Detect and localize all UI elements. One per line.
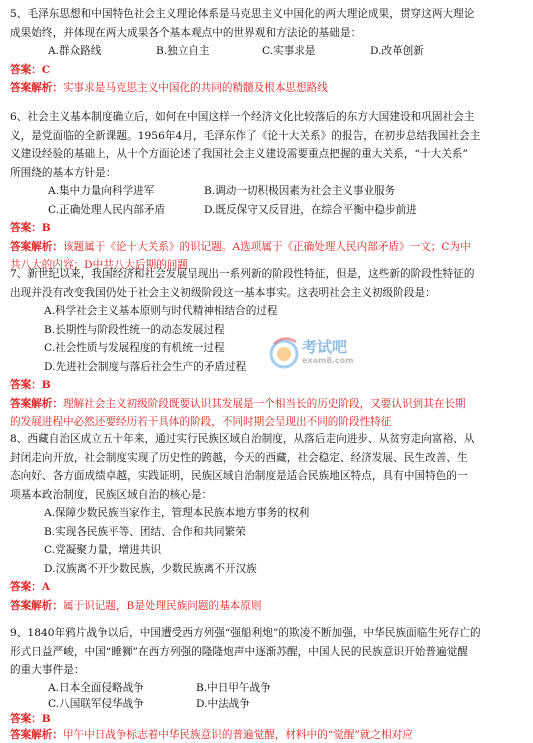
question-stem-line: 义，是党面临的全新课题。1956年4月，毛泽东作了《论十大关系》的报告，在初步总结我国社会主 xyxy=(10,129,481,142)
question-stem-line: 义建设经验的基础上，从十个方面论述了我国社会主义建设需要重点把握的重大关系，“十大关系” xyxy=(10,148,468,160)
explanation-text: 共八大的内容；D中共八大后期的问题 xyxy=(10,259,188,271)
option-c: C.党凝聚力量，增进共识 xyxy=(44,544,162,556)
question-stem-line: 的重大事件是： xyxy=(10,664,85,676)
option-c: C.正确处理人民内部矛盾 xyxy=(48,203,166,216)
options xyxy=(10,42,525,61)
option-b: B.调动一切积极因素为社会主义事业服务 xyxy=(204,185,396,197)
question-stem-line: 形式日益严峻，中国“睡狮”在西方列强的隆隆炮声中逐渐苏醒，中国人民的民族意识开始普遍觉醒 xyxy=(10,645,468,658)
explanation-text: 的发展进程中必然还要经历若干具体的阶段，不同时期会呈现出不同的阶段性特征 xyxy=(10,416,392,428)
answer-label: 答案： xyxy=(10,712,42,725)
option-d: D.汉族离不开少数民族，少数民族离不开汉族 xyxy=(44,562,257,575)
question-stem-line: 态向好、各方面成绩卓越，实践证明，民族区域自治制度是适合民族地区特点，具有中国特色的一 xyxy=(10,470,468,482)
explanation xyxy=(10,238,525,257)
option-d: D.先进社会制度与落后社会生产的矛盾过程 xyxy=(44,360,247,373)
answer-value: C xyxy=(41,63,51,76)
answer-value: B xyxy=(41,712,51,725)
question-9 xyxy=(10,624,525,743)
question-5 xyxy=(10,5,525,98)
option-a: A.集中力量向科学进军 xyxy=(48,185,155,197)
explanation-label: 答案解析： xyxy=(10,599,63,612)
option-c: C.社会性质与发展程度的有机统一过程 xyxy=(44,342,225,354)
question-8 xyxy=(10,430,525,615)
option-a: A.科学社会主义基本原则与时代精神相结合的过程 xyxy=(44,305,278,317)
options xyxy=(10,182,525,219)
explanation-label: 答案解析： xyxy=(10,82,63,94)
option-a: A.日本全面侵略战争 xyxy=(48,681,144,694)
option-c: C.实事求是 xyxy=(262,45,316,57)
question-stem-line: 封闭走向开放，社会制度实现了历史性的跨越，今天的西藏，社会稳定、经济发展、民生改善、生 xyxy=(10,451,468,464)
explanation xyxy=(10,727,525,743)
answer xyxy=(10,712,525,727)
explanation-label: 答案解析： xyxy=(10,240,63,253)
explanation xyxy=(10,79,525,98)
question-stem-line: 7、新世纪以来，我国经济和社会发展呈现出一系列新的阶段性特征，但是，这些新的阶段性特征的 xyxy=(10,268,475,280)
explanation-label: 答案解析： xyxy=(10,397,63,410)
explanation-text: 该题属于《论十大关系》的识记题。A选项属于《正确处理人民内部矛盾》一文；C为中 xyxy=(62,240,471,253)
explanation xyxy=(10,395,525,414)
question-6 xyxy=(10,108,525,275)
answer-label: 答案： xyxy=(10,581,42,593)
option-b: B.独立自主 xyxy=(156,45,210,57)
question-stem-line: 出现并没有改变我国仍处于社会主义初级阶段这一基本事实。这表明社会主义初级阶段是： xyxy=(10,286,436,299)
question-stem-line: 8、西藏自治区成立五十年来，通过实行民族区域自治制度，从落后走向进步、从贫穷走向富裕、从 xyxy=(10,433,475,445)
answer-value: B xyxy=(41,222,51,234)
question-stem-line: 5、毛泽东思想和中国特色社会主义理论体系是马克思主义中国化的两大理论成果，贯穿这两大理论 xyxy=(10,8,475,20)
question-stem-line: 6、社会主义基本制度确立后，如何在中国这样一个经济文化比较落后的东方大国建设和巩固社会主 xyxy=(10,111,475,123)
explanation-label: 答案解析： xyxy=(10,728,63,741)
options xyxy=(10,504,525,578)
explanation-text: 实事求是马克思主义中国化的共同的精髓及根本思想路线 xyxy=(62,82,328,94)
question-stem-line: 9、1840年鸦片战争以后，中国遭受西方列强“强船利炮”的欺凌不断加强，中华民族面临生死存亡的 xyxy=(10,627,481,639)
option-c: C.八国联军侵华战争 xyxy=(48,697,144,710)
options xyxy=(10,680,525,712)
watermark-logo-sub: exam8.com xyxy=(302,356,354,365)
option-d: D.中法战争 xyxy=(196,697,250,710)
explanation xyxy=(10,597,525,616)
question-stem-line: 成果始终，并体现在两大成果各个基本观点中的世界观和方法论的基础是： xyxy=(10,26,362,39)
explanation-text: 甲午中日战争标志着中华民族意识的普遍觉醒，材料中的“觉醒”就之相对应 xyxy=(62,728,413,741)
option-a: A.保障少数民族当家作主，管理本民族本地方事务的权利 xyxy=(44,507,310,519)
answer-label: 答案： xyxy=(10,379,42,391)
option-a: A.群众路线 xyxy=(48,45,102,57)
question-stem-line: 项基本政治制度，民族区域自治的核心是： xyxy=(10,488,213,501)
answer xyxy=(10,219,525,238)
watermark-logo xyxy=(268,330,354,374)
watermark-swirl-icon xyxy=(268,330,348,374)
option-b: B.长期性与阶段性统一的动态发展过程 xyxy=(44,323,225,336)
question-stem-line: 所围绕的基本方针是： xyxy=(10,166,117,179)
answer-value: B xyxy=(41,379,51,391)
explanation-text: 理解社会主义初级阶段既要认识其发展是一个相当长的历史阶段，又要认识到其在长期 xyxy=(62,397,466,410)
explanation-text: 属于识记题，B是处理民族问题的基本原则 xyxy=(62,599,262,612)
option-b: B.中日甲午战争 xyxy=(196,681,271,694)
option-d: D.改革创新 xyxy=(370,45,424,57)
answer xyxy=(10,376,525,395)
answer-label: 答案： xyxy=(10,63,42,76)
answer xyxy=(10,578,525,597)
option-b: B.实现各民族平等、团结、合作和共同繁荣 xyxy=(44,525,246,538)
answer-label: 答案： xyxy=(10,222,42,234)
option-d: D.既反保守又反冒进，在综合平衡中稳步前进 xyxy=(204,203,417,216)
answer-value: A xyxy=(41,581,51,593)
answer xyxy=(10,61,525,80)
watermark-logo-text: 考试吧 xyxy=(302,338,348,356)
